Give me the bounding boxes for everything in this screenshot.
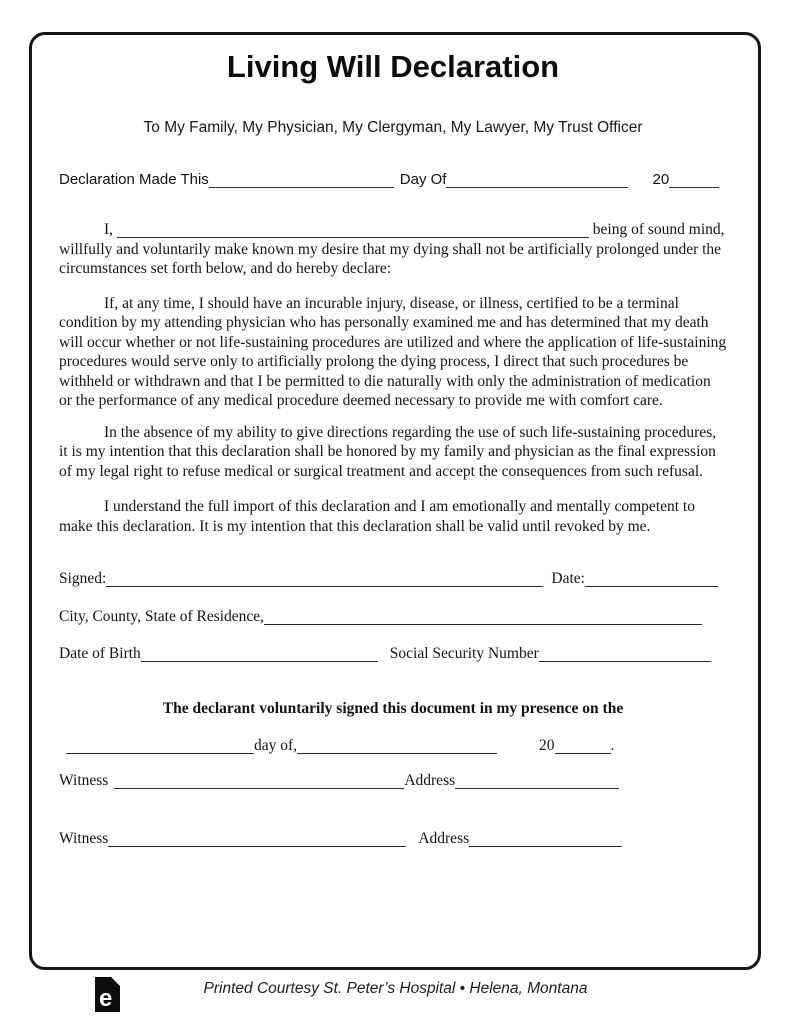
date-blank	[585, 583, 718, 587]
witness-1-address-blank	[455, 785, 619, 789]
paragraph-competence: I understand the full import of this declaration and I am emotionally and mentally competent to make this declaration. It is my intention that this declaration shall be valid until revoked by me.	[59, 498, 695, 535]
witness-2-address-label: Address	[418, 830, 470, 847]
declarant-name-blank	[117, 234, 589, 238]
witness-1-label: Witness	[59, 772, 109, 789]
witness-2-label: Witness	[59, 830, 109, 847]
date-label: Date:	[551, 570, 585, 587]
paragraph-intention: In the absence of my ability to give directions regarding the use of such life-sustaining procedures, it is my intention that this declaration shall be honored by my family and physician as the final expression of my legal right to refuse medical or surgical treatment and accept the consequences from such refusal.	[59, 423, 717, 480]
ssn-label: Social Security Number	[389, 645, 539, 662]
witness-day-blank	[66, 750, 254, 754]
day-of-label: Day Of	[399, 171, 447, 188]
witness-year-blank	[555, 750, 611, 754]
made-this-label: Declaration Made This	[59, 171, 209, 188]
witness-day-of-label: day of,	[254, 737, 298, 754]
declaration-year-blank	[669, 184, 719, 188]
dob-label: Date of Birth	[59, 645, 141, 662]
witness-2-address-blank	[469, 843, 622, 847]
witness-2-line	[59, 829, 727, 849]
witness-year-prefix: 20	[539, 737, 555, 754]
declaration-day-blank	[209, 184, 394, 188]
page-title: Living Will Declaration	[226, 49, 560, 84]
addressee-line: To My Family, My Physician, My Clergyman, My Lawyer, My Trust Officer	[143, 119, 643, 136]
page-footer	[0, 974, 791, 1018]
dob-ssn-line	[59, 644, 727, 664]
signed-label: Signed:	[59, 570, 107, 587]
witness-date-line	[59, 736, 727, 756]
paragraph-terminal-condition: If, at any time, I should have an incurable injury, disease, or illness, certified to be a terminal condition by my attending physician who has personally examined me and has determined that my death will occur whether or not life-sustaining procedures are utilized and where the application of life-sustaining procedures would serve only to artificially prolong the dying process, I direct that such procedures be withheld or withdrawn and that I be permitted to die naturally with only the administration of medication or the performance of any medical procedure deemed necessary to provide me with comfort care.	[59, 294, 727, 409]
residence-line	[59, 607, 727, 627]
witness-date-period: .	[610, 737, 615, 754]
residence-blank	[264, 621, 702, 625]
witness-statement: The declarant voluntarily signed this document in my presence on the	[162, 700, 624, 717]
residence-label: City, County, State of Residence,	[59, 608, 265, 625]
witness-2-name-blank	[108, 843, 406, 847]
opening-lead: I,	[104, 221, 114, 238]
dob-blank	[141, 658, 378, 662]
year-prefix: 20	[652, 171, 670, 188]
witness-1-name-blank	[114, 785, 404, 789]
signature-blank	[106, 583, 543, 587]
signed-date-line	[59, 569, 727, 589]
declaration-date-line	[59, 170, 727, 190]
paragraph-opening	[59, 220, 727, 279]
ssn-blank	[539, 658, 711, 662]
opening-text: being of sound mind, willfully and voluntarily make known my desire that my dying shall not be artificially prolonged under the circumstances set forth below, and do hereby declare:	[59, 221, 725, 277]
witness-1-line	[59, 771, 727, 791]
eforms-logo-letter: e	[99, 985, 113, 1012]
witness-month-blank	[297, 750, 497, 754]
witness-1-address-label: Address	[404, 772, 456, 789]
declaration-month-blank	[446, 184, 628, 188]
courtesy-credit: Printed Courtesy St. Peter’s Hospital • Helena, Montana	[203, 980, 588, 997]
form-sheet	[29, 32, 761, 970]
